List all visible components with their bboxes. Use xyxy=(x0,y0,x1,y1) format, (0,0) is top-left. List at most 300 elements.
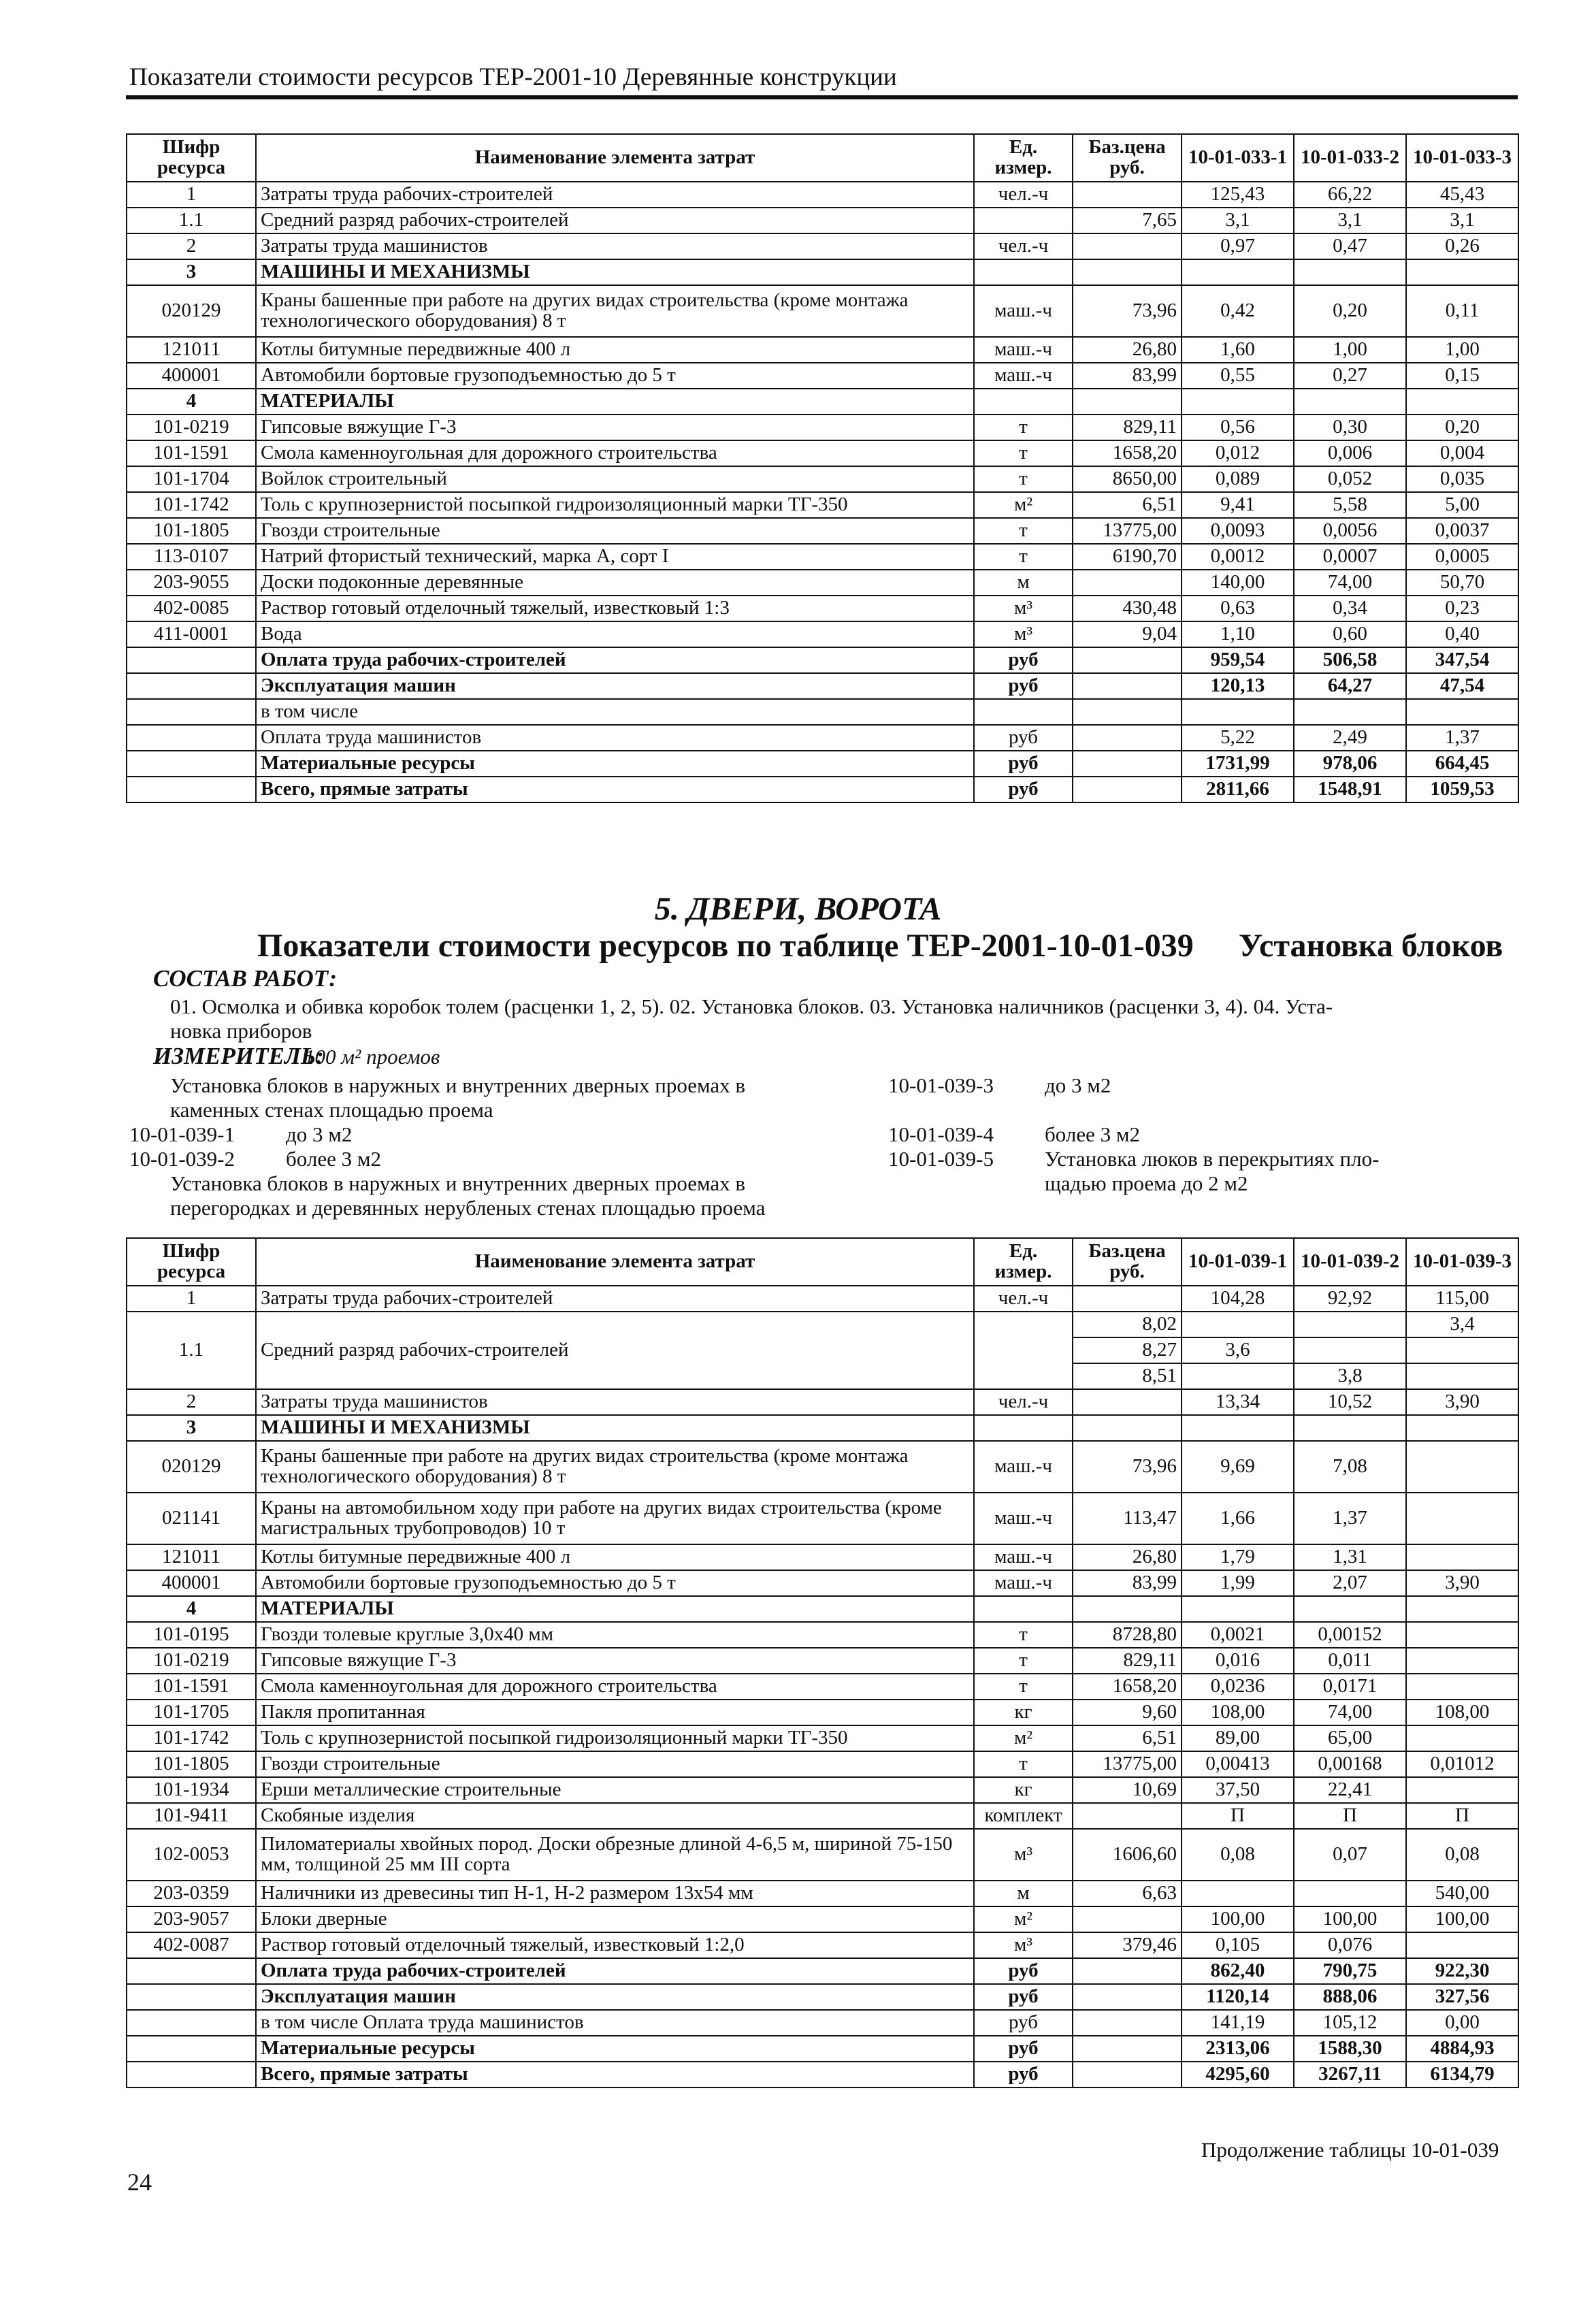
cell-code: 101-1742 xyxy=(127,492,256,518)
cell-value-3: 1,00 xyxy=(1406,337,1518,363)
meter-label: ИЗМЕРИТЕЛЬ: xyxy=(153,1043,324,1069)
totals-row xyxy=(127,1984,1518,2010)
column-header: Ед. измер. xyxy=(974,134,1073,182)
cell-value-1: 0,0093 xyxy=(1182,518,1294,544)
cell-value-1: 13,34 xyxy=(1182,1389,1294,1415)
desc-b2-code: 10-01-039-2 xyxy=(129,1147,235,1171)
table-row xyxy=(127,1674,1518,1700)
cell-code: 3 xyxy=(127,259,256,285)
cell-value-1: 3,6 xyxy=(1182,1337,1294,1363)
works-line-1: 01. Осмолка и обивка коробок толем (расценки 1, 2, 5). 02. Установка блоков. 03. Установка наличников (расценки 3, 4). 04. Уста- xyxy=(170,994,1333,1018)
cell-base-price: 73,96 xyxy=(1073,1441,1182,1493)
cell-value-2: 74,00 xyxy=(1294,1700,1406,1725)
column-header: 10-01-039-3 xyxy=(1406,1238,1518,1286)
cell-value-1: 1120,14 xyxy=(1182,1984,1294,2010)
cell-value-3: 45,43 xyxy=(1406,182,1518,208)
cell-value-2: 0,00152 xyxy=(1294,1622,1406,1648)
cell-name: Гипсовые вяжущие Г-3 xyxy=(256,415,974,440)
column-header: 10-01-039-2 xyxy=(1294,1238,1406,1286)
cell-value-2: 0,34 xyxy=(1294,596,1406,621)
totals-row xyxy=(127,777,1518,802)
cell-value-1: 0,08 xyxy=(1182,1829,1294,1881)
table-row xyxy=(127,1881,1518,1906)
cell-name: Затраты труда рабочих-строителей xyxy=(256,1286,974,1312)
cell-code: 2 xyxy=(127,233,256,259)
cell-value-1: 0,089 xyxy=(1182,466,1294,492)
cell-value-3 xyxy=(1406,1648,1518,1674)
cell-value-2: 105,12 xyxy=(1294,2010,1406,2036)
cell-code: 020129 xyxy=(127,285,256,337)
cell-code: 020129 xyxy=(127,1441,256,1493)
cell-unit xyxy=(974,1415,1073,1441)
page-number: 24 xyxy=(127,2168,152,2196)
desc-a2: каменных стенах площадью проема xyxy=(170,1098,493,1122)
cell-unit: м² xyxy=(974,1725,1073,1751)
cell-code: 1 xyxy=(127,1286,256,1312)
cell-name: Войлок строительный xyxy=(256,466,974,492)
table-row xyxy=(127,1441,1518,1493)
table-row xyxy=(127,570,1518,596)
cell-code: 1.1 xyxy=(127,1312,256,1389)
table-title: Показатели стоимости ресурсов по таблице ТЕР-2001-10-01-039 xyxy=(257,928,1194,964)
cell-unit: руб xyxy=(974,673,1073,699)
cell-name: Оплата труда машинистов xyxy=(256,725,974,751)
cell-value-3: 4884,93 xyxy=(1406,2036,1518,2062)
cell-base-price xyxy=(1073,647,1182,673)
cell-value-2: 1,37 xyxy=(1294,1493,1406,1544)
desc-r1-text: до 3 м2 xyxy=(1045,1073,1111,1097)
cell-base-price xyxy=(1073,1286,1182,1312)
cell-value-1: 5,22 xyxy=(1182,725,1294,751)
cell-base-price: 6190,70 xyxy=(1073,544,1182,570)
cell-base-price: 8,02 xyxy=(1073,1312,1182,1337)
cell-code: 101-1704 xyxy=(127,466,256,492)
cell-unit: чел.-ч xyxy=(974,1389,1073,1415)
cell-value-1: 104,28 xyxy=(1182,1286,1294,1312)
table-row xyxy=(127,1415,1518,1441)
table-row xyxy=(127,233,1518,259)
totals-row xyxy=(127,2036,1518,2062)
cell-value-3: 6134,79 xyxy=(1406,2062,1518,2088)
cell-code: 203-9055 xyxy=(127,570,256,596)
cell-base-price: 6,63 xyxy=(1073,1881,1182,1906)
cell-value-1 xyxy=(1182,1312,1294,1337)
cell-base-price xyxy=(1073,1596,1182,1622)
cell-value-1: 862,40 xyxy=(1182,1958,1294,1984)
cell-code xyxy=(127,673,256,699)
cell-value-1 xyxy=(1182,1596,1294,1622)
totals-row xyxy=(127,1958,1518,1984)
cell-unit: руб xyxy=(974,725,1073,751)
column-header: Наименование элемента затрат xyxy=(256,134,974,182)
cell-unit: маш.-ч xyxy=(974,1493,1073,1544)
cell-value-2: 3267,11 xyxy=(1294,2062,1406,2088)
cell-value-3: 0,00 xyxy=(1406,2010,1518,2036)
cell-value-1: 1,10 xyxy=(1182,621,1294,647)
cell-base-price xyxy=(1073,182,1182,208)
cell-base-price: 1658,20 xyxy=(1073,1674,1182,1700)
cell-value-1: 0,0236 xyxy=(1182,1674,1294,1700)
cell-code: 101-0219 xyxy=(127,415,256,440)
table-row xyxy=(127,1570,1518,1596)
cell-base-price xyxy=(1073,777,1182,802)
cell-value-1: 0,00413 xyxy=(1182,1751,1294,1777)
cell-value-2: П xyxy=(1294,1803,1406,1829)
cell-code xyxy=(127,1984,256,2010)
cell-name: Толь с крупнозернистой посыпкой гидроизоляционный марки ТГ-350 xyxy=(256,492,974,518)
cell-value-2: 0,0056 xyxy=(1294,518,1406,544)
cell-value-1 xyxy=(1182,699,1294,725)
cell-unit: т xyxy=(974,415,1073,440)
cell-value-1: 0,016 xyxy=(1182,1648,1294,1674)
cell-value-1 xyxy=(1182,1415,1294,1441)
cell-code: 3 xyxy=(127,1415,256,1441)
cell-value-3: 0,20 xyxy=(1406,415,1518,440)
column-header: 10-01-033-1 xyxy=(1182,134,1294,182)
cell-code xyxy=(127,2062,256,2088)
cell-value-1: 141,19 xyxy=(1182,2010,1294,2036)
cell-base-price: 8728,80 xyxy=(1073,1622,1182,1648)
cell-unit: т xyxy=(974,1674,1073,1700)
cell-value-2: 0,00168 xyxy=(1294,1751,1406,1777)
cell-code xyxy=(127,647,256,673)
cell-value-1: 120,13 xyxy=(1182,673,1294,699)
cell-unit: м³ xyxy=(974,1932,1073,1958)
cell-value-1: 2811,66 xyxy=(1182,777,1294,802)
cell-unit: кг xyxy=(974,1777,1073,1803)
cell-value-3: 3,4 xyxy=(1406,1312,1518,1337)
desc-c2: перегородках и деревянных нерубленых стенах площадью проема xyxy=(170,1196,766,1220)
cell-base-price: 10,69 xyxy=(1073,1777,1182,1803)
cell-name: Раствор готовый отделочный тяжелый, известковый 1:3 xyxy=(256,596,974,621)
cell-base-price xyxy=(1073,570,1182,596)
cell-value-3: 108,00 xyxy=(1406,1700,1518,1725)
cell-value-1: 140,00 xyxy=(1182,570,1294,596)
cell-unit: м² xyxy=(974,492,1073,518)
cell-value-3 xyxy=(1406,1674,1518,1700)
cell-code xyxy=(127,2036,256,2062)
cell-name: Доски подоконные деревянные xyxy=(256,570,974,596)
cell-value-2: 0,07 xyxy=(1294,1829,1406,1881)
works-label: СОСТАВ РАБОТ: xyxy=(153,965,338,992)
cell-code: 2 xyxy=(127,1389,256,1415)
cell-code: 113-0107 xyxy=(127,544,256,570)
resource-table-033 xyxy=(126,133,1519,803)
table-row xyxy=(127,1648,1518,1674)
cell-value-2: 0,011 xyxy=(1294,1648,1406,1674)
cell-value-2: 888,06 xyxy=(1294,1984,1406,2010)
cell-value-1: 0,0012 xyxy=(1182,544,1294,570)
cell-base-price: 6,51 xyxy=(1073,492,1182,518)
cell-code: 101-1591 xyxy=(127,440,256,466)
desc-r2-text: более 3 м2 xyxy=(1045,1122,1140,1146)
cell-unit: т xyxy=(974,1648,1073,1674)
cell-unit: маш.-ч xyxy=(974,363,1073,389)
totals-row xyxy=(127,673,1518,699)
cell-value-2: 1,31 xyxy=(1294,1544,1406,1570)
cell-value-3: 47,54 xyxy=(1406,673,1518,699)
cell-name: Автомобили бортовые грузоподъемностью до 5 т xyxy=(256,1570,974,1596)
cell-value-3 xyxy=(1406,699,1518,725)
cell-value-3: П xyxy=(1406,1803,1518,1829)
cell-value-2: 1,00 xyxy=(1294,337,1406,363)
cell-value-2 xyxy=(1294,699,1406,725)
cell-value-2: 74,00 xyxy=(1294,570,1406,596)
cell-unit: руб xyxy=(974,647,1073,673)
table-row xyxy=(127,1906,1518,1932)
cell-base-price: 1658,20 xyxy=(1073,440,1182,466)
cell-code: 101-0219 xyxy=(127,1648,256,1674)
cell-code: 121011 xyxy=(127,337,256,363)
cell-unit: руб xyxy=(974,2062,1073,2088)
cell-base-price: 26,80 xyxy=(1073,337,1182,363)
running-header: Показатели стоимости ресурсов ТЕР-2001-10 Деревянные конструкции xyxy=(129,63,897,91)
column-header: Баз.цена руб. xyxy=(1073,1238,1182,1286)
table-row xyxy=(127,1803,1518,1829)
cell-value-3: 347,54 xyxy=(1406,647,1518,673)
cell-value-1: П xyxy=(1182,1803,1294,1829)
cell-value-3: 0,08 xyxy=(1406,1829,1518,1881)
cell-name: Материальные ресурсы xyxy=(256,2036,974,2062)
cell-base-price xyxy=(1073,389,1182,415)
cell-name: Ерши металлические строительные xyxy=(256,1777,974,1803)
cell-unit: руб xyxy=(974,2010,1073,2036)
cell-unit: м xyxy=(974,570,1073,596)
desc-r3-code: 10-01-039-5 xyxy=(888,1147,994,1171)
cell-name: Натрий фтористый технический, марка А, сорт I xyxy=(256,544,974,570)
cell-value-2: 92,92 xyxy=(1294,1286,1406,1312)
cell-name: Раствор готовый отделочный тяжелый, известковый 1:2,0 xyxy=(256,1932,974,1958)
cell-name: Скобяные изделия xyxy=(256,1803,974,1829)
cell-name: Средний разряд рабочих-строителей xyxy=(256,1312,974,1389)
cell-value-3: 1059,53 xyxy=(1406,777,1518,802)
cell-value-2: 10,52 xyxy=(1294,1389,1406,1415)
cell-value-1: 959,54 xyxy=(1182,647,1294,673)
cell-value-2: 0,20 xyxy=(1294,285,1406,337)
cell-unit: м² xyxy=(974,1906,1073,1932)
table-row xyxy=(127,518,1518,544)
cell-value-2: 0,60 xyxy=(1294,621,1406,647)
cell-name: Пакля пропитанная xyxy=(256,1700,974,1725)
table-row xyxy=(127,621,1518,647)
cell-value-2 xyxy=(1294,1312,1406,1337)
cell-code xyxy=(127,699,256,725)
cell-value-1: 1731,99 xyxy=(1182,751,1294,777)
cell-base-price: 430,48 xyxy=(1073,596,1182,621)
cell-value-2: 0,47 xyxy=(1294,233,1406,259)
table-row xyxy=(127,544,1518,570)
cell-unit xyxy=(974,389,1073,415)
cell-name: Эксплуатация машин xyxy=(256,1984,974,2010)
cell-value-3: 0,0005 xyxy=(1406,544,1518,570)
cell-name: Котлы битумные передвижные 400 л xyxy=(256,337,974,363)
cell-unit: т xyxy=(974,466,1073,492)
cell-base-price: 8,51 xyxy=(1073,1363,1182,1389)
cell-value-3 xyxy=(1406,1544,1518,1570)
table-row xyxy=(127,1286,1518,1312)
cell-unit: руб xyxy=(974,1958,1073,1984)
cell-base-price xyxy=(1073,2036,1182,2062)
cell-base-price xyxy=(1073,699,1182,725)
cell-value-2: 0,27 xyxy=(1294,363,1406,389)
cell-unit: маш.-ч xyxy=(974,1570,1073,1596)
cell-unit: м³ xyxy=(974,596,1073,621)
cell-code: 102-0053 xyxy=(127,1829,256,1881)
table-row xyxy=(127,182,1518,208)
cell-value-1: 9,41 xyxy=(1182,492,1294,518)
totals-row xyxy=(127,2062,1518,2088)
cell-name: Оплата труда рабочих-строителей xyxy=(256,1958,974,1984)
cell-name: Затраты труда машинистов xyxy=(256,233,974,259)
cell-base-price xyxy=(1073,673,1182,699)
cell-base-price: 83,99 xyxy=(1073,363,1182,389)
cell-base-price xyxy=(1073,1415,1182,1441)
cell-code: 101-0195 xyxy=(127,1622,256,1648)
table-row xyxy=(127,1389,1518,1415)
cell-value-3: 327,56 xyxy=(1406,1984,1518,2010)
cell-name: Всего, прямые затраты xyxy=(256,777,974,802)
cell-code: 021141 xyxy=(127,1493,256,1544)
cell-base-price xyxy=(1073,1984,1182,2010)
cell-code: 4 xyxy=(127,1596,256,1622)
cell-base-price: 829,11 xyxy=(1073,415,1182,440)
cell-value-3: 0,15 xyxy=(1406,363,1518,389)
cell-value-2: 5,58 xyxy=(1294,492,1406,518)
cell-value-1: 0,97 xyxy=(1182,233,1294,259)
cell-value-2: 0,006 xyxy=(1294,440,1406,466)
cell-value-2 xyxy=(1294,389,1406,415)
cell-name: Вода xyxy=(256,621,974,647)
cell-code: 203-0359 xyxy=(127,1881,256,1906)
desc-b2-text: более 3 м2 xyxy=(286,1147,381,1171)
continuation-note: Продолжение таблицы 10-01-039 xyxy=(1201,2138,1499,2162)
cell-base-price xyxy=(1073,233,1182,259)
cell-value-2: 790,75 xyxy=(1294,1958,1406,1984)
cell-value-1: 0,105 xyxy=(1182,1932,1294,1958)
cell-name: Автомобили бортовые грузоподъемностью до 5 т xyxy=(256,363,974,389)
cell-value-1: 1,99 xyxy=(1182,1570,1294,1596)
cell-name: Затраты труда машинистов xyxy=(256,1389,974,1415)
cell-name: Смола каменноугольная для дорожного строительства xyxy=(256,440,974,466)
cell-code: 1 xyxy=(127,182,256,208)
table-row xyxy=(127,415,1518,440)
table-row xyxy=(127,1725,1518,1751)
cell-name: Краны башенные при работе на других видах строительства (кроме монтажа технологического оборудования) 8 т xyxy=(256,285,974,337)
cell-unit: комплект xyxy=(974,1803,1073,1829)
totals-row xyxy=(127,751,1518,777)
cell-value-3: 5,00 xyxy=(1406,492,1518,518)
cell-value-2: 0,0007 xyxy=(1294,544,1406,570)
cell-value-2 xyxy=(1294,1596,1406,1622)
desc-b1-code: 10-01-039-1 xyxy=(129,1122,235,1146)
cell-unit: маш.-ч xyxy=(974,1544,1073,1570)
table-row xyxy=(127,1312,1518,1337)
cell-unit: руб xyxy=(974,1984,1073,2010)
desc-b1-text: до 3 м2 xyxy=(286,1122,353,1146)
cell-value-3 xyxy=(1406,259,1518,285)
cell-value-1: 100,00 xyxy=(1182,1906,1294,1932)
cell-value-2 xyxy=(1294,1881,1406,1906)
table-row xyxy=(127,440,1518,466)
desc-r2-code: 10-01-039-4 xyxy=(888,1122,994,1146)
cell-base-price xyxy=(1073,1389,1182,1415)
cell-unit: т xyxy=(974,544,1073,570)
cell-name: Материальные ресурсы xyxy=(256,751,974,777)
cell-value-3 xyxy=(1406,1415,1518,1441)
cell-base-price: 6,51 xyxy=(1073,1725,1182,1751)
table-row xyxy=(127,1829,1518,1881)
cell-unit: м³ xyxy=(974,1829,1073,1881)
cell-unit: м³ xyxy=(974,621,1073,647)
cell-name: Гвозди строительные xyxy=(256,518,974,544)
table-row xyxy=(127,363,1518,389)
cell-value-1: 89,00 xyxy=(1182,1725,1294,1751)
cell-name: Гипсовые вяжущие Г-3 xyxy=(256,1648,974,1674)
cell-value-2 xyxy=(1294,1415,1406,1441)
cell-value-3 xyxy=(1406,389,1518,415)
cell-value-1: 1,79 xyxy=(1182,1544,1294,1570)
cell-value-1 xyxy=(1182,1363,1294,1389)
cell-value-3 xyxy=(1406,1596,1518,1622)
table-title-right: Установка блоков xyxy=(1239,928,1503,964)
cell-value-2: 3,1 xyxy=(1294,208,1406,233)
column-header: 10-01-033-3 xyxy=(1406,134,1518,182)
cell-unit: т xyxy=(974,518,1073,544)
cell-value-3: 664,45 xyxy=(1406,751,1518,777)
cell-value-2 xyxy=(1294,1337,1406,1363)
table-row xyxy=(127,337,1518,363)
desc-r3-text-2: щадью проема до 2 м2 xyxy=(1045,1171,1248,1195)
cell-name: Оплата труда рабочих-строителей xyxy=(256,647,974,673)
cell-unit: чел.-ч xyxy=(974,233,1073,259)
cell-value-2: 2,07 xyxy=(1294,1570,1406,1596)
cell-value-3: 3,1 xyxy=(1406,208,1518,233)
cell-unit xyxy=(974,259,1073,285)
cell-value-3: 922,30 xyxy=(1406,1958,1518,1984)
cell-unit: маш.-ч xyxy=(974,1441,1073,1493)
cell-code: 4 xyxy=(127,389,256,415)
cell-code: 101-1934 xyxy=(127,1777,256,1803)
cell-value-1: 108,00 xyxy=(1182,1700,1294,1725)
cell-value-2: 506,58 xyxy=(1294,647,1406,673)
cell-unit: м xyxy=(974,1881,1073,1906)
cell-value-3 xyxy=(1406,1363,1518,1389)
cell-value-3: 0,01012 xyxy=(1406,1751,1518,1777)
cell-unit: маш.-ч xyxy=(974,285,1073,337)
cell-value-1: 0,012 xyxy=(1182,440,1294,466)
cell-name: Затраты труда рабочих-строителей xyxy=(256,182,974,208)
cell-name: Всего, прямые затраты xyxy=(256,2062,974,2088)
cell-base-price: 8,27 xyxy=(1073,1337,1182,1363)
cell-code xyxy=(127,777,256,802)
cell-value-3: 3,90 xyxy=(1406,1570,1518,1596)
cell-base-price: 379,46 xyxy=(1073,1932,1182,1958)
section-title: 5. ДВЕРИ, ВОРОТА xyxy=(654,891,942,927)
cell-name: МАШИНЫ И МЕХАНИЗМЫ xyxy=(256,1415,974,1441)
cell-unit: руб xyxy=(974,2036,1073,2062)
totals-row xyxy=(127,725,1518,751)
cell-value-1: 0,56 xyxy=(1182,415,1294,440)
cell-value-3: 0,23 xyxy=(1406,596,1518,621)
table-row xyxy=(127,596,1518,621)
table-row xyxy=(127,285,1518,337)
cell-value-3: 0,11 xyxy=(1406,285,1518,337)
cell-value-3 xyxy=(1406,1622,1518,1648)
cell-value-1: 125,43 xyxy=(1182,182,1294,208)
cell-base-price: 26,80 xyxy=(1073,1544,1182,1570)
table-row xyxy=(127,1777,1518,1803)
table-row xyxy=(127,1622,1518,1648)
